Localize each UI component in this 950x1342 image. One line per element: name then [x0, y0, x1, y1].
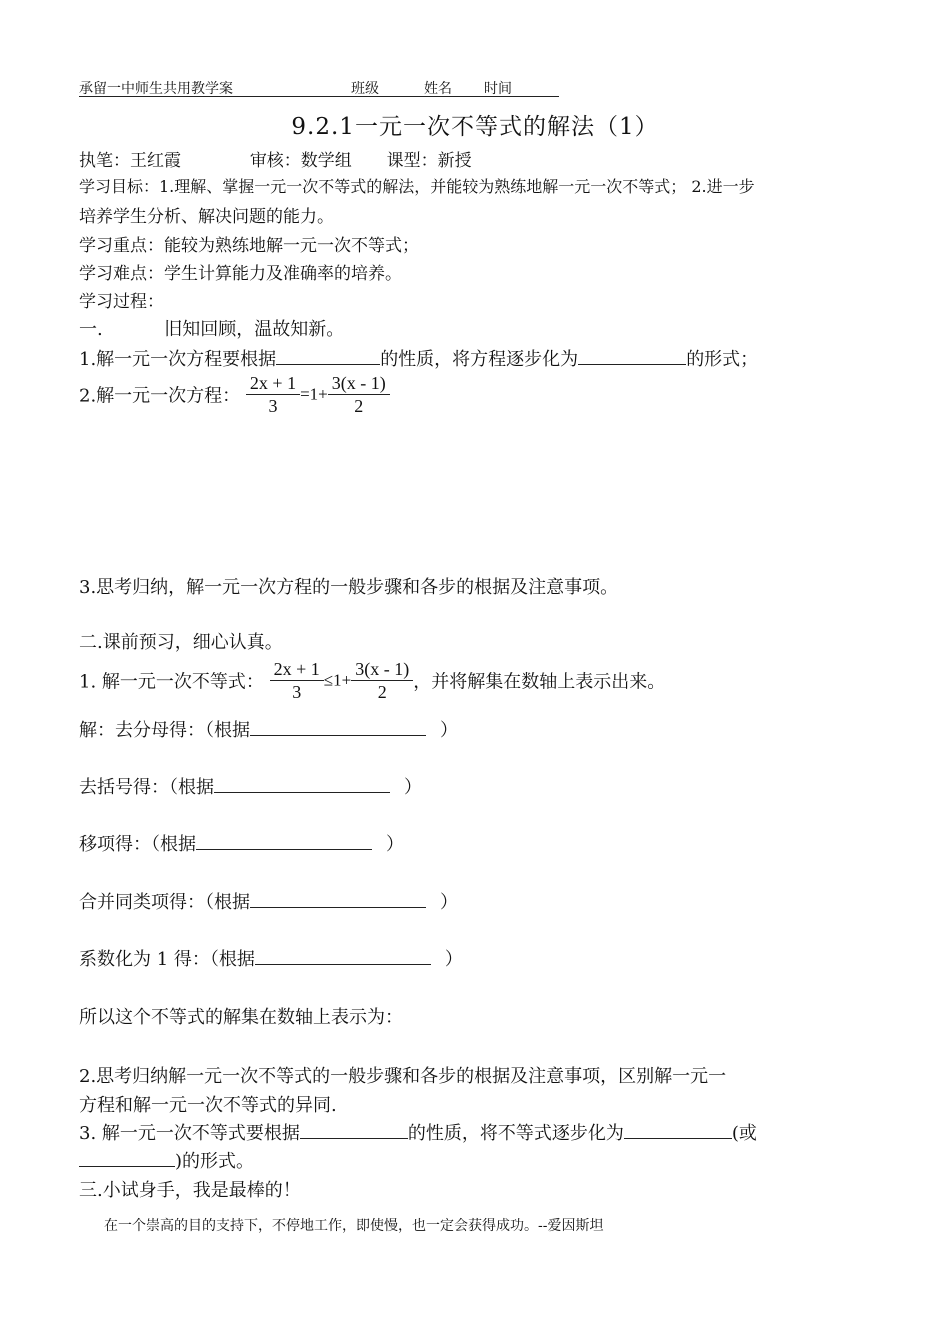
step-move-terms: 移项得：（根据 ） [79, 834, 404, 855]
section-1-q1: 1.解一元一次方程要根据 的性质，将方程逐步化为 的形式； [79, 349, 759, 370]
school-name: 承留一中师生共用教学案 [79, 81, 233, 97]
section-2-q3-line-2: )的形式。 [79, 1147, 254, 1173]
answer-blank[interactable] [300, 1122, 408, 1139]
footer-quote: 在一个崇高的目的支持下，不停地工作，即使慢，也一定会获得成功。--爱因斯坦 [104, 1218, 604, 1234]
answer-blank[interactable] [255, 948, 431, 965]
inequality-left-fraction: $\frac{2x + 1}{3}$ [270, 658, 324, 703]
process-line: 学习过程： [79, 292, 164, 312]
section-2-q2-line-1: 2.思考归纳解一元一次不等式的一般步骤和各步的根据及注意事项，区别解一元一 [79, 1066, 727, 1087]
answer-blank[interactable] [250, 719, 426, 736]
section-1-title: 旧知回顾，温故知新。 [164, 319, 345, 340]
section-2-heading: 二.课前预习，细心认真。 [79, 632, 283, 653]
section-2-q3-line-1: 3. 解一元一次不等式要根据 的性质，将不等式逐步化为 (或 [79, 1123, 757, 1144]
focus-line: 学习重点：能较为熟练地解一元一次不等式； [79, 236, 419, 256]
equation-right-fraction: $\frac{3(x - 1)}{2}$ [328, 372, 390, 417]
number-line-prompt: 所以这个不等式的解集在数轴上表示为： [79, 1007, 403, 1028]
answer-blank[interactable] [214, 776, 390, 793]
page-title: 9.2.1一元一次不等式的解法（1） [291, 114, 659, 140]
inequality-right-fraction: $\frac{3(x - 1)}{2}$ [351, 658, 413, 703]
author: 执笔：王红霞 [79, 151, 181, 171]
section-1-q2: 2.解一元一次方程： $\frac{2x + 1}{3}$ =1+ $\frac{3(x - 1)}{2}$ [79, 372, 390, 417]
name-label: 姓名 [424, 81, 452, 97]
step-coefficient-to-one: 系数化为 1 得：（根据 ） [79, 949, 463, 970]
equation-left-fraction: $\frac{2x + 1}{3}$ [246, 372, 300, 417]
answer-blank[interactable] [578, 348, 686, 365]
answer-blank[interactable] [196, 833, 372, 850]
section-3-heading: 三.小试身手，我是最棒的！ [79, 1180, 301, 1201]
step-clear-denominators: 解：去分母得：（根据 ） [79, 720, 458, 741]
meta-line [79, 146, 472, 171]
section-2-q1: 1. 解一元一次不等式： $\frac{2x + 1}{3}$ ≤1+ $\frac{3(x - 1)}{2}$ ，并将解集在数轴上表示出来。 [79, 659, 666, 702]
section-1-number: 一. [79, 319, 103, 340]
section-1-q3: 3.思考归纳，解一元一次方程的一般步骤和各步的根据及注意事项。 [79, 577, 619, 598]
answer-blank[interactable] [79, 1150, 175, 1167]
section-1-heading [79, 315, 344, 341]
goals-line-1: 学习目标：1.理解、掌握一元一次不等式的解法，并能较为熟练地解一元一次不等式； 2.进一步 [79, 177, 755, 196]
document-header [79, 76, 559, 97]
step-remove-brackets: 去括号得：（根据 ） [79, 777, 422, 798]
section-2-q2-line-2: 方程和解一元一次不等式的异同. [79, 1095, 337, 1116]
goals-line-2: 培养学生分析、解决问题的能力。 [79, 207, 334, 227]
step-combine-like-terms: 合并同类项得：（根据 ） [79, 892, 458, 913]
lesson-type: 课型：新授 [386, 151, 472, 171]
reviewer: 审核：数学组 [249, 151, 352, 171]
answer-blank[interactable] [250, 891, 426, 908]
time-label: 时间 [484, 81, 512, 97]
answer-blank[interactable] [624, 1122, 732, 1139]
difficulty-line: 学习难点：学生计算能力及准确率的培养。 [79, 264, 402, 284]
answer-blank[interactable] [276, 348, 380, 365]
class-label: 班级 [351, 81, 379, 97]
